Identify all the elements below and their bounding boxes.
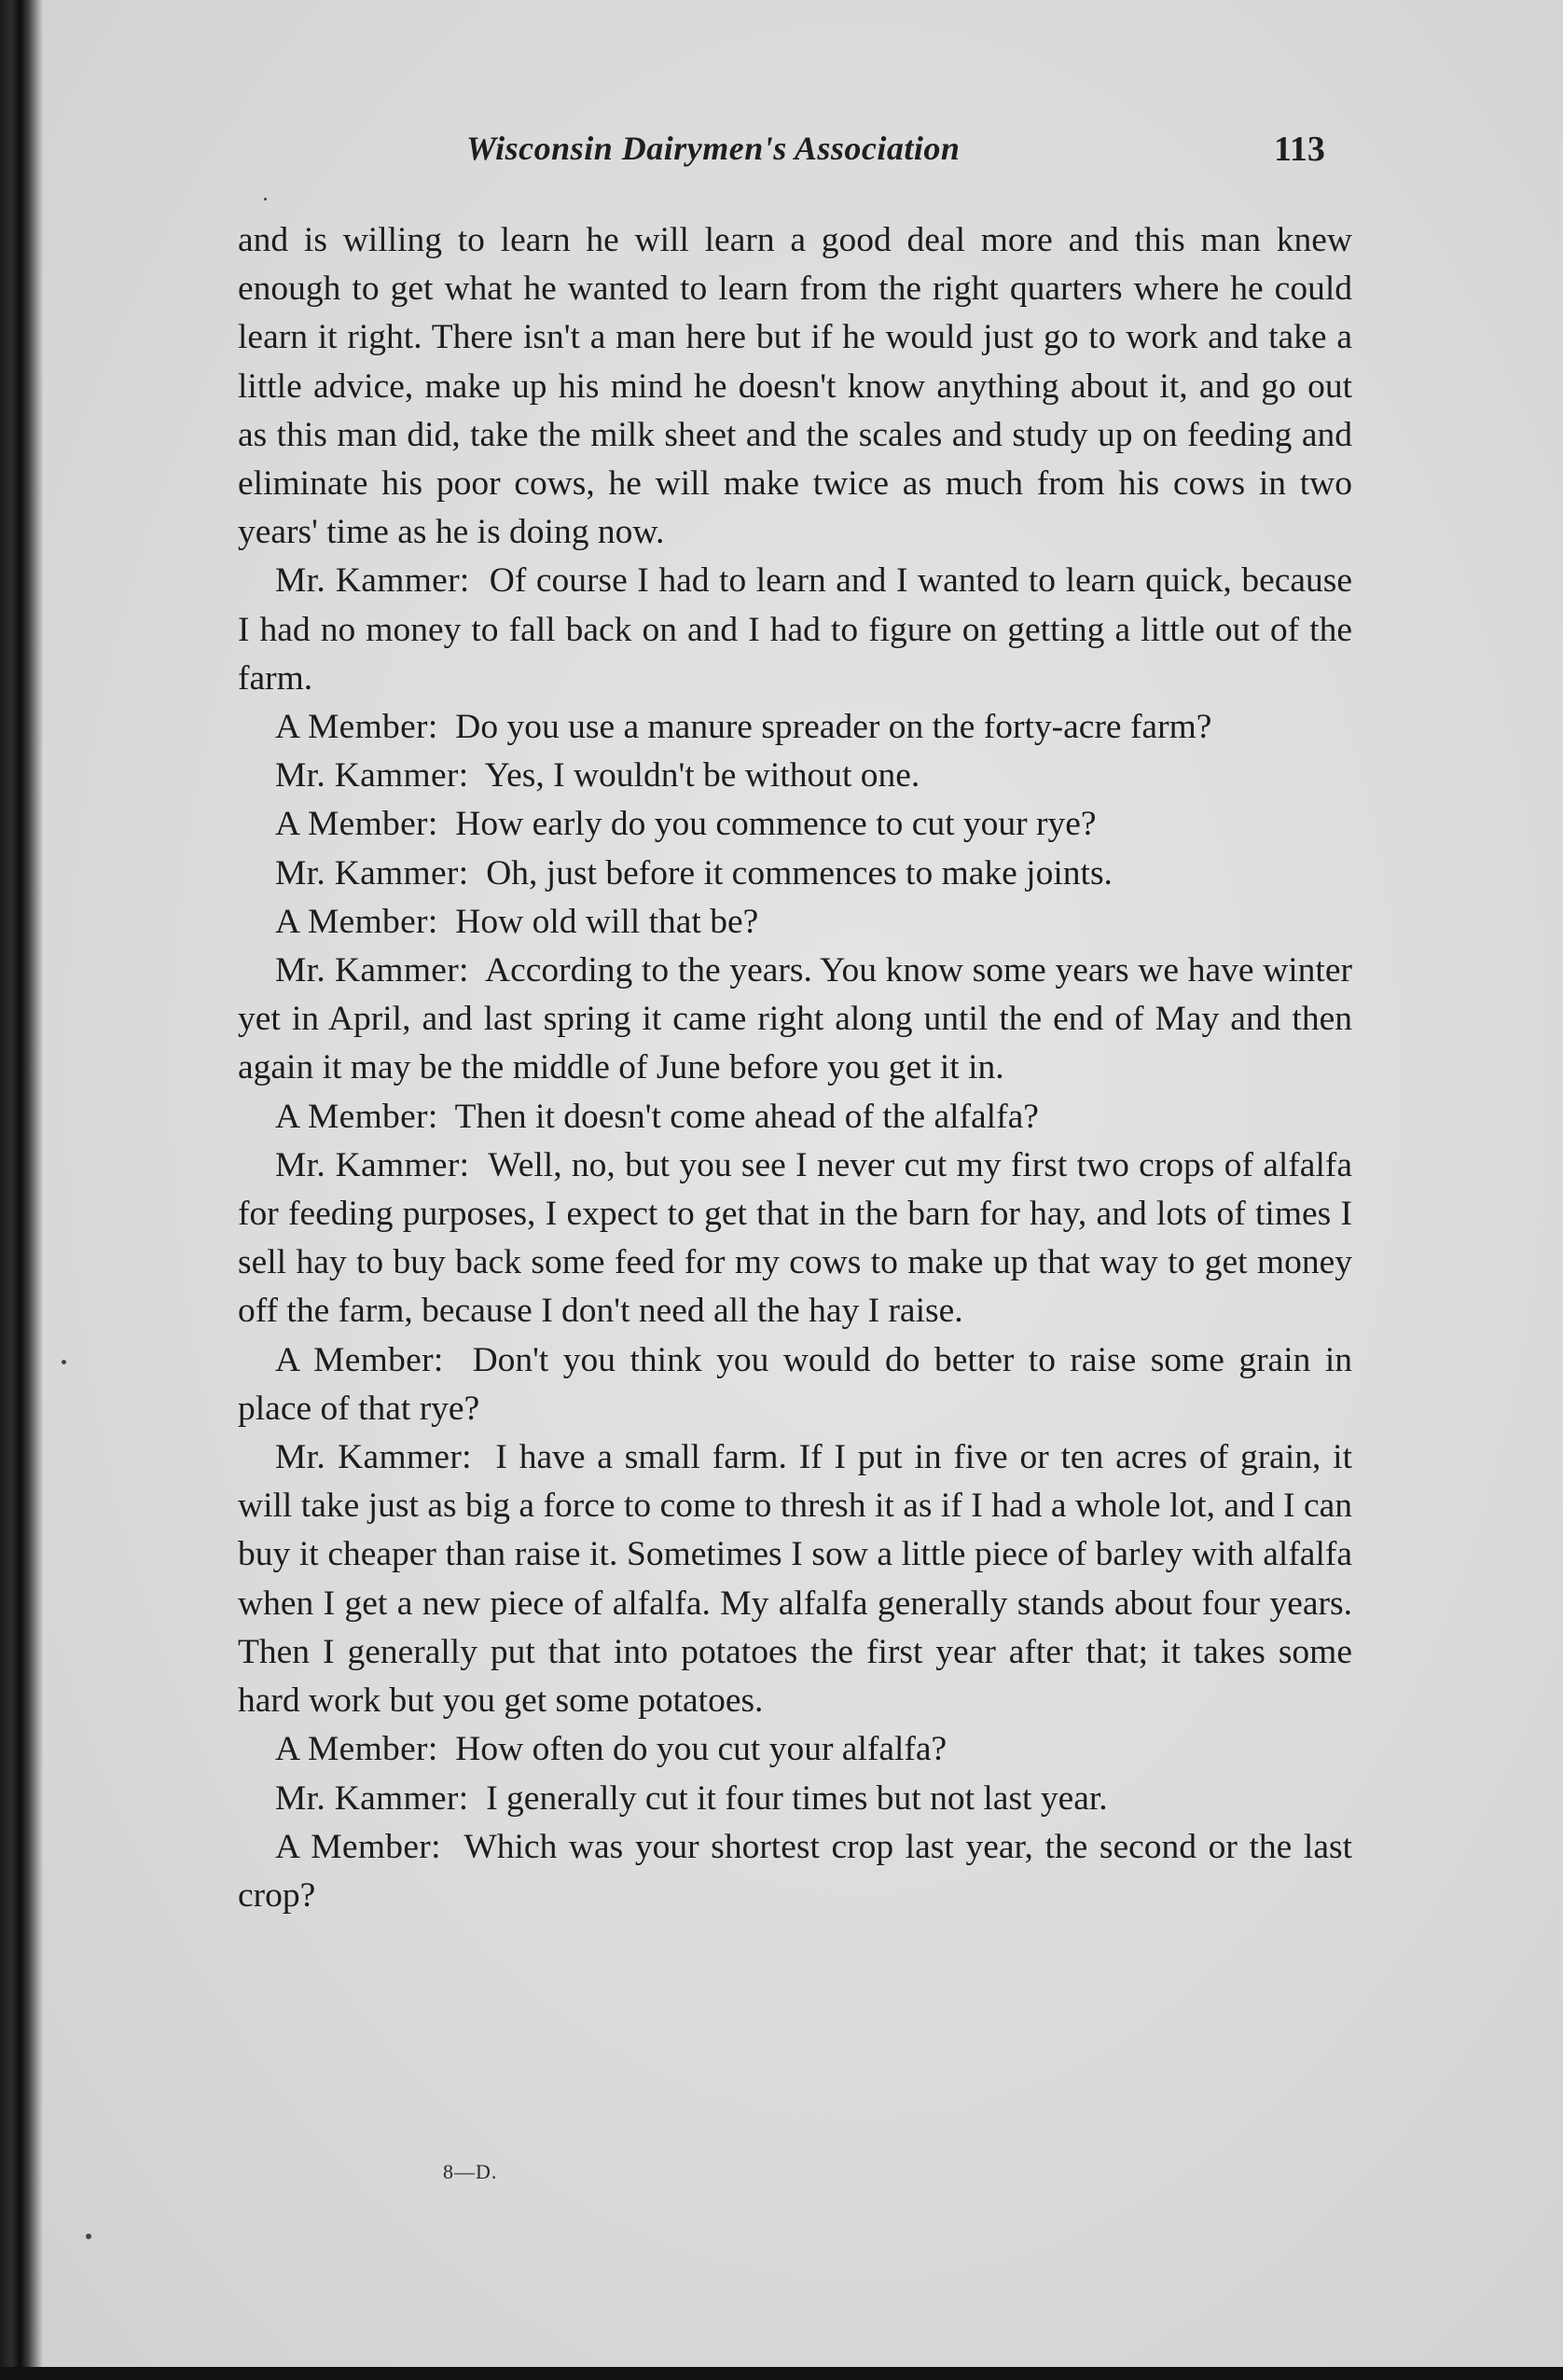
scan-speck	[86, 2234, 91, 2239]
paragraph-text: Well, no, but you see I never cut my first two crops of alfalfa for feeding purposes, I expect to get that in the barn for hay, and lots of times I sell hay to buy back some feed for my cows to make up that way to get money off the farm, because I don't need all the hay I raise.	[238, 1145, 1352, 1331]
scan-speck	[62, 1360, 66, 1364]
page-number: 113	[1274, 130, 1325, 169]
paragraph	[238, 1725, 1352, 1774]
paragraph	[238, 1433, 1352, 1725]
speaker-label: A Member:	[275, 1730, 438, 1769]
speaker-label: Mr. Kammer:	[275, 951, 469, 990]
paragraph-text: and is willing to learn he will learn a good deal more and this man knew enough to get what he wanted to learn from the right quarters where he could learn it right. There isn't a man here but if he would just go to work and take a little advice, make up his mind he doesn't know anything about it, and go out as this man did, take the milk sheet and the scales and study up on feeding and eliminate his poor cows, he will make twice as much from his cows in two years' time as he is doing now.	[238, 221, 1352, 552]
page-header	[0, 129, 1563, 185]
speaker-label: Mr. Kammer:	[275, 756, 469, 796]
paragraph	[238, 752, 1352, 800]
paragraph-text: Yes, I wouldn't be without one.	[484, 756, 920, 796]
page-bottom-edge	[0, 2367, 1563, 2380]
speaker-label: A Member:	[275, 805, 438, 844]
paragraph-text: How often do you cut your alfalfa?	[455, 1730, 947, 1769]
speaker-label: A Member:	[275, 902, 438, 941]
speaker-label: A Member:	[275, 1340, 444, 1379]
paragraph	[238, 1823, 1352, 1920]
running-title: Wisconsin Dairymen's Association	[466, 130, 961, 167]
speaker-label: Mr. Kammer:	[275, 853, 469, 892]
paragraph	[238, 1775, 1352, 1823]
paragraph-text: Of course I had to learn and I wanted to learn quick, because I had no money to fall back on and I had to figure on getting a little out of the farm.	[238, 561, 1352, 698]
speaker-label: A Member:	[275, 708, 438, 747]
paragraph-text: Don't you think you would do better to raise some grain in place of that rye?	[238, 1340, 1353, 1428]
speaker-label: Mr. Kammer:	[275, 561, 470, 601]
scan-speck	[264, 198, 267, 201]
paragraph	[238, 800, 1352, 849]
speaker-label: Mr. Kammer:	[275, 1778, 469, 1818]
paragraph	[238, 850, 1352, 898]
signature-mark: 8—D.	[443, 2160, 498, 2183]
paragraph-text: Which was your shortest crop last year, the second or the last crop?	[238, 1827, 1352, 1915]
paragraph	[238, 947, 1352, 1093]
paragraph	[238, 703, 1352, 752]
speaker-label: Mr. Kammer:	[275, 1438, 472, 1477]
paragraph	[238, 216, 1352, 557]
paragraph-text: How old will that be?	[455, 902, 759, 941]
paragraph	[238, 898, 1352, 947]
paragraph-text: Oh, just before it commences to make joints.	[486, 853, 1113, 892]
paragraph	[238, 1336, 1352, 1433]
paragraph	[238, 1142, 1352, 1336]
paragraph	[238, 1093, 1352, 1142]
paragraph-text: I have a small farm. If I put in five or ten acres of grain, it will take just as big a force to come to thresh it as if I had a whole lot, and I can buy it cheaper than raise it. Sometimes I sow a little piece of barley with alfalfa when I get a new piece of alfalfa. My alfalfa generally stands about four years. Then I generally put that into potatoes the first year after that; it takes some hard work but you get some potatoes.	[238, 1438, 1352, 1721]
paragraph-text: I generally cut it four times but not last year.	[486, 1778, 1108, 1818]
body-text	[238, 216, 1352, 1920]
paragraph-text: According to the years. You know some years we have winter yet in April, and last spring it came right along until the end of May and then again it may be the middle of June before you get it in.	[238, 951, 1352, 1087]
paragraph-text: Do you use a manure spreader on the forty-acre farm?	[455, 708, 1212, 747]
paragraph	[238, 557, 1352, 703]
paragraph-text: How early do you commence to cut your rye?	[455, 805, 1097, 844]
book-spine-shadow	[0, 0, 43, 2380]
speaker-label: Mr. Kammer:	[275, 1145, 470, 1184]
speaker-label: A Member:	[275, 1097, 438, 1136]
speaker-label: A Member:	[275, 1827, 441, 1866]
paragraph-text: Then it doesn't come ahead of the alfalfa?	[454, 1097, 1039, 1136]
